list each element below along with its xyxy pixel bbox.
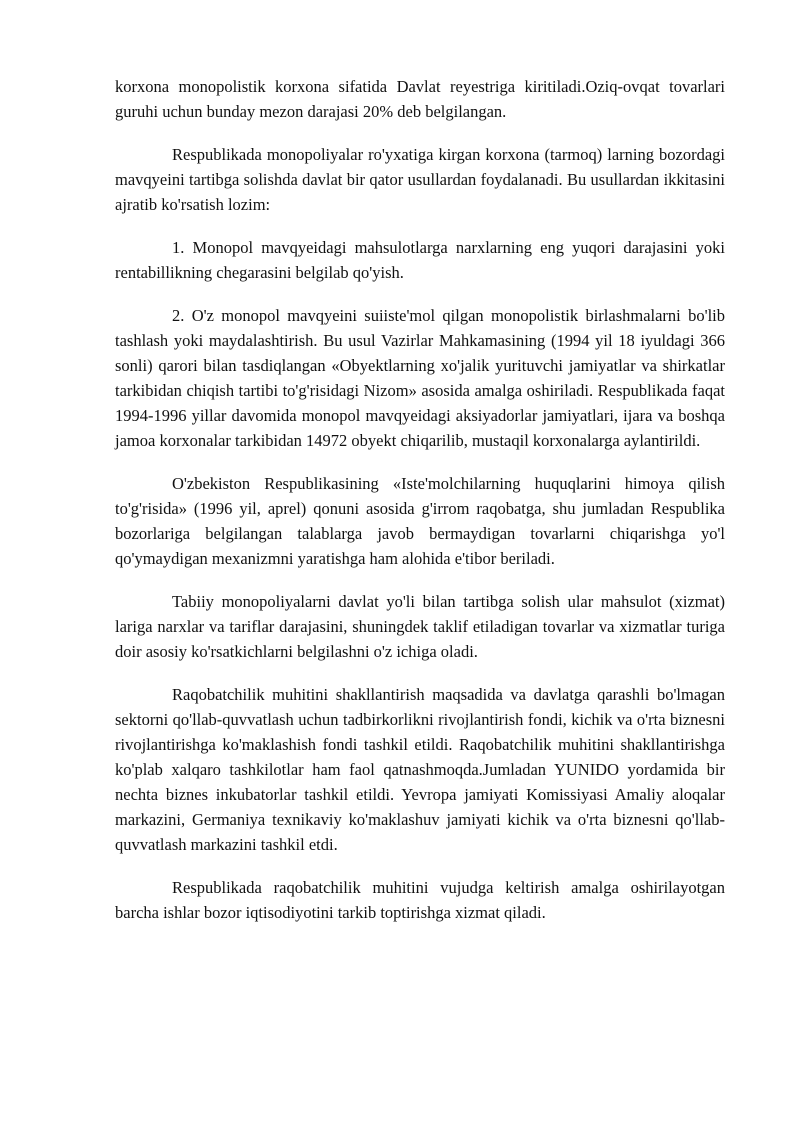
- paragraph-method-1: 1. Monopol mavqyeidagi mahsulotlarga narxlarning eng yuqori darajasini yoki rentabillikning chegarasini belgilab qo'yish.: [115, 238, 725, 282]
- paragraph-conclusion: Respublikada raqobatchilik muhitini vujudga keltirish amalga oshirilayotgan barcha ishlar bozor iqtisodiyotini tarkib toptirishga xizmat qiladi.: [115, 878, 725, 922]
- paragraph-method-2: 2. O'z monopol mavqyeini suiiste'mol qilgan monopolistik birlashmalarni bo'lib tashlash yoki maydalashtirish. Bu usul Vazirlar Mahkamasining (1994 yil 18 iyuldagi 366 sonli) qarori bilan tasdiqlangan «Obyektlarning xo'jalik yurituvchi jamiyatlar va shirkatlar tarkibidan chiqish tartibi to'g'risidagi Nizom» asosida amalga oshiriladi. Respublikada faqat 1994-1996 yillar davomida monopol mavqyeidagi aksiyadorlar jamiyatlari, ijara va boshqa jamoa korxonalar tarkibidan 14972 obyekt chiqarilib, mustaqil korxonalarga aylantirildi.: [115, 306, 725, 450]
- paragraph-competition-environment: Raqobatchilik muhitini shakllantirish maqsadida va davlatga qarashli bo'lmagan sektorni qo'llab-quvvatlash uchun tadbirkorlikni rivojlantirish fondi, kichik va o'rta biznesni rivojlantirishga ko'maklashish fondi tashkil etildi. Raqobatchilik muhitini shakllantirishga ko'plab xalqaro tashkilotlar ham faol qatnashmoqda.Jumladan YUNIDO yordamida bir nechta biznes inkubatorlar tashkil etildi. Yevropa jamiyati Komissiyasi Amaliy aloqalar markazini, Germaniya texnikaviy ko'maklashuv jamiyati kichik va o'rta biznesni qo'llab-quvvatlash markazini tashkil etdi.: [115, 685, 725, 854]
- paragraph-continuation: korxona monopolistik korxona sifatida Davlat reyestriga kiritiladi.Oziq-ovqat tovarlari guruhi uchun bunday mezon darajasi 20% deb belgilangan.: [115, 77, 725, 121]
- paragraph-consumer-law: O'zbekiston Respublikasining «Iste'molchilarning huquqlarini himoya qilish to'g'risida» (1996 yil, aprel) qonuni asosida g'irrom raqobatga, shu jumladan Respublika bozorlariga belgilangan talablarga javob bermaydigan tovarlarni chiqarishga yo'l qo'ymaydigan mexanizmni yaratishga ham alohida e'tibor beriladi.: [115, 474, 725, 568]
- document-page: [115, 74, 725, 943]
- paragraph-natural-monopolies: Tabiiy monopoliyalarni davlat yo'li bilan tartibga solish ular mahsulot (xizmat) lariga narxlar va tariflar darajasini, shuningdek taklif etiladigan tovarlar va xizmatlar turiga doir asosiy ko'rsatkichlarni belgilashni o'z ichiga oladi.: [115, 592, 725, 661]
- paragraph-monopoly-regulation: Respublikada monopoliyalar ro'yxatiga kirgan korxona (tarmoq) larning bozordagi mavqyeini tartibga solishda davlat bir qator usullardan foydalanadi. Bu usullardan ikkitasini ajratib ko'rsatish lozim:: [115, 145, 725, 214]
